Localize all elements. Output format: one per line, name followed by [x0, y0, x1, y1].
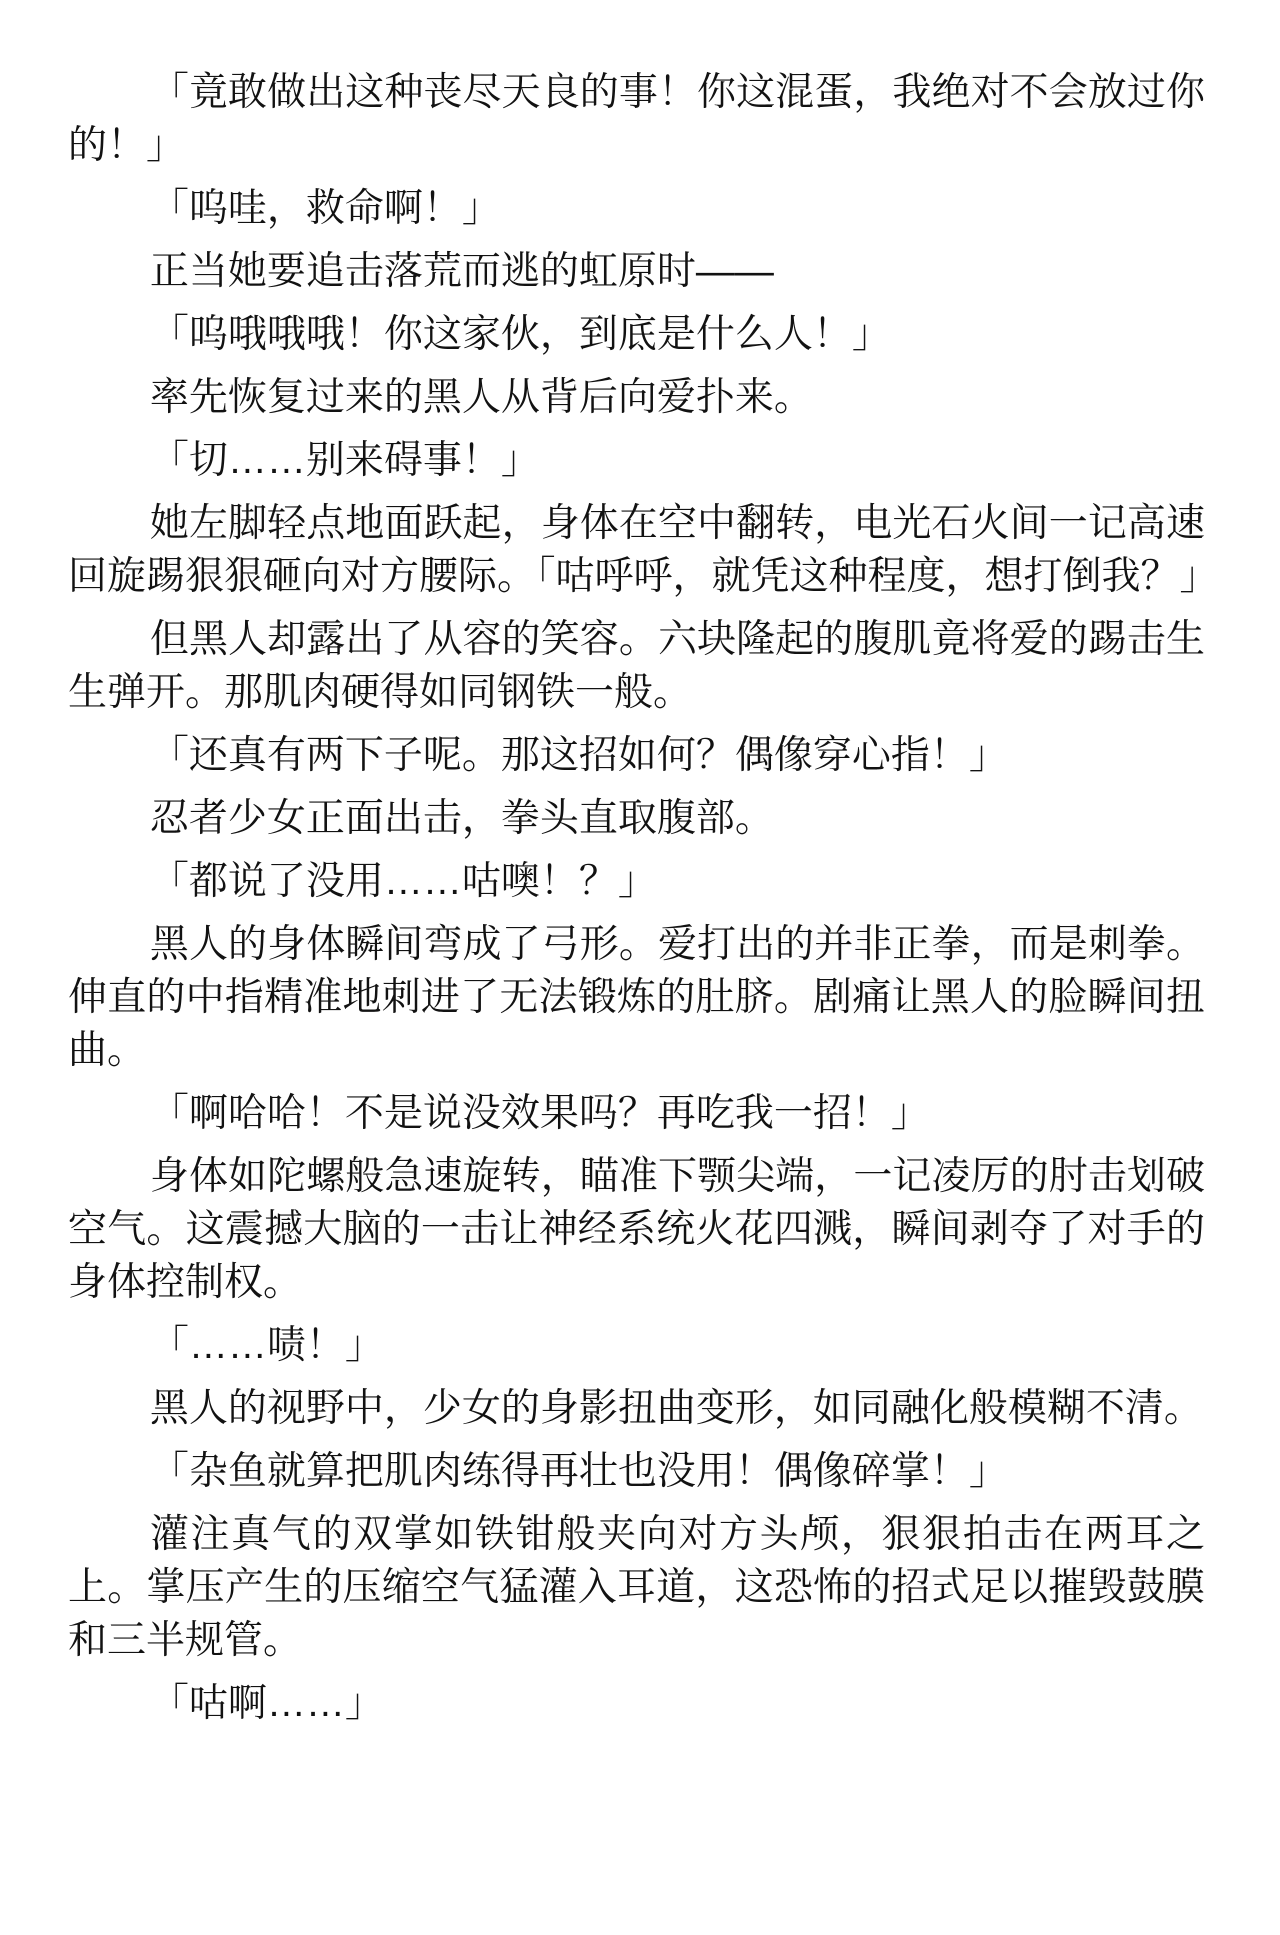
paragraph: 「切……别来碍事！」 [149, 439, 540, 482]
paragraph: 正当她要追击落荒而逃的虹原时—— [149, 250, 774, 293]
paragraph: 身体如陀螺般急速旋转，瞄准下颚尖端，一记凌厉的肘击划破空气。这震撼大脑的一击让神经系统火花四溅，瞬间剥夺了对手的身体控制权。 [68, 1155, 1205, 1304]
paragraph: 「都说了没用……咕噢！？」 [149, 860, 657, 903]
paragraph: 「……啧！」 [149, 1324, 384, 1367]
paragraph: 率先恢复过来的黑人从背后向爱扑来。 [149, 376, 813, 419]
paragraph: 「咕啊……」 [149, 1682, 384, 1725]
novel-text-column [68, 66, 1219, 1730]
paragraph: 「啊哈哈！不是说没效果吗？再吃我一招！」 [149, 1092, 930, 1135]
paragraph: 「杂鱼就算把肌肉练得再壮也没用！偶像碎掌！」 [149, 1450, 1008, 1493]
paragraph: 「呜哇，救命啊！」 [149, 187, 501, 230]
paragraph: 「还真有两下子呢。那这招如何？偶像穿心指！」 [149, 734, 1008, 777]
paragraph: 她左脚轻点地面跃起，身体在空中翻转，电光石火间一记高速回旋踢狠狠砸向对方腰际。「咕呼呼，就凭这种程度，想打倒我？」 [68, 502, 1219, 598]
paragraph: 黑人的视野中，少女的身影扭曲变形，如同融化般模糊不清。 [149, 1387, 1203, 1430]
paragraph: 「呜哦哦哦！你这家伙，到底是什么人！」 [149, 313, 891, 356]
paragraph: 灌注真气的双掌如铁钳般夹向对方头颅，狠狠拍击在两耳之上。掌压产生的压缩空气猛灌入耳道，这恐怖的招式足以摧毁鼓膜和三半规管。 [68, 1513, 1205, 1662]
paragraph: 忍者少女正面出击，拳头直取腹部。 [149, 797, 774, 840]
paragraph: 但黑人却露出了从容的笑容。六块隆起的腹肌竟将爱的踢击生生弹开。那肌肉硬得如同钢铁一般。 [68, 618, 1205, 714]
paragraph: 黑人的身体瞬间弯成了弓形。爱打出的并非正拳，而是刺拳。伸直的中指精准地刺进了无法锻炼的肚脐。剧痛让黑人的脸瞬间扭曲。 [68, 923, 1205, 1072]
paragraph: 「竟敢做出这种丧尽天良的事！你这混蛋，我绝对不会放过你的！」 [68, 71, 1205, 167]
